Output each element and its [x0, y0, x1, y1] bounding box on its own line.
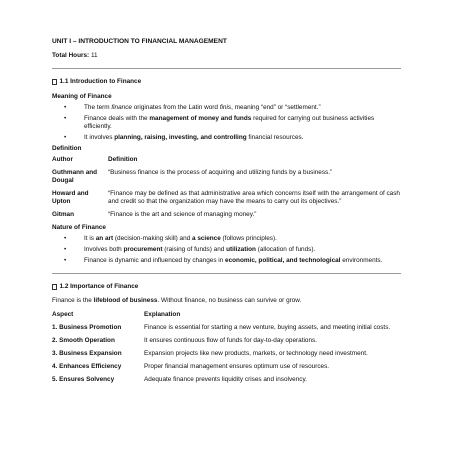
table-row: [52, 324, 401, 337]
italic-text: finis: [219, 104, 232, 112]
table-header-row: [52, 156, 401, 169]
section-1-title-text: 1.1 Introduction to Finance: [59, 78, 142, 86]
section-2-title-text: 1.2 Importance of Finance: [59, 283, 139, 291]
list-item: [52, 246, 401, 254]
nature-list: [52, 235, 401, 265]
unit-title: UNIT I – INTRODUCTION TO FINANCIAL MANAGEMENT: [52, 38, 227, 45]
definition-heading: Definition: [52, 145, 82, 153]
list-item: [52, 134, 401, 142]
bold-text: lifeblood of business: [93, 297, 158, 305]
table-row: [52, 169, 401, 190]
text: Finance is the: [52, 297, 94, 305]
checkbox-square-icon: [52, 79, 57, 85]
text: The term: [84, 104, 112, 112]
table-cell: 3. Business Expansion: [52, 350, 122, 358]
text: financial resources.: [246, 134, 304, 142]
text: . Without finance, no business can survive or grow.: [157, 297, 302, 305]
definition-table: [52, 156, 401, 224]
table-cell: “Finance may be defined as that administrative area which concerns itself with the arrangement of cash and credit so that the organization may have the means to carry out its objectives.”: [108, 190, 400, 206]
table-row: [52, 363, 401, 376]
list-item: [52, 104, 401, 112]
column-header: Definition: [108, 156, 138, 164]
table-cell: 5. Ensures Solvency: [52, 376, 115, 384]
bold-text: utilization: [226, 246, 256, 254]
table-header-row: [52, 311, 401, 324]
text: environments.: [340, 257, 383, 265]
text: (allocation of funds).: [255, 246, 316, 254]
bullet-icon: •: [64, 257, 67, 265]
table-cell: 1. Business Promotion: [52, 324, 122, 332]
bullet-icon: •: [64, 235, 67, 243]
column-header: Aspect: [52, 311, 74, 319]
section-1-title: [52, 78, 401, 86]
importance-intro: [52, 297, 401, 305]
table-cell: “Business finance is the process of acquiring and utilizing funds by a business.”: [108, 169, 333, 177]
meaning-heading: Meaning of Finance: [52, 93, 112, 101]
table-cell: Expansion projects like new products, markets, or technology need investment.: [144, 350, 368, 358]
italic-text: finance: [111, 104, 132, 112]
bold-text: a science: [191, 235, 221, 243]
bold-text: planning, raising, investing, and controlling: [114, 134, 247, 142]
meaning-list: [52, 104, 401, 142]
table-cell: 2. Smooth Operation: [52, 337, 115, 345]
checkbox-square-icon: [52, 284, 57, 290]
text: Finance is dynamic and influenced by changes in: [84, 257, 226, 265]
table-cell: Finance is essential for starting a new venture, buying assets, and meeting initial costs.: [144, 324, 391, 332]
total-hours-value: 11: [90, 52, 98, 60]
table-cell: 4. Enhances Efficiency: [52, 363, 122, 371]
bullet-icon: •: [64, 115, 67, 123]
table-row: [52, 190, 401, 211]
table-cell: Proper financial management ensures optimum use of resources.: [144, 363, 330, 371]
text: Finance deals with the: [84, 115, 150, 123]
section-2-title: [52, 283, 401, 291]
text: (decision-making skill) and: [113, 235, 192, 243]
text: (follows principles).: [220, 235, 277, 243]
divider: [52, 68, 401, 69]
table-row: [52, 337, 401, 350]
bold-text: management of money and funds: [149, 115, 252, 123]
nature-heading: Nature of Finance: [52, 224, 106, 232]
list-item: [52, 115, 401, 131]
bold-text: an art: [95, 235, 114, 243]
total-hours: [52, 52, 401, 60]
bold-text: economic, political, and technological: [225, 257, 341, 265]
text: It is: [84, 235, 96, 243]
table-cell: It ensures continuous flow of funds for day-to-day operations.: [144, 337, 317, 345]
total-hours-label: Total Hours:: [52, 52, 90, 60]
table-cell: Gitman: [52, 211, 75, 219]
divider: [52, 273, 401, 274]
column-header: Explanation: [144, 311, 181, 319]
text: It involves: [84, 134, 115, 142]
bullet-icon: •: [64, 104, 67, 112]
text: required for carrying out business activities efficiently.: [84, 115, 375, 131]
text: , meaning “end” or “settlement.”: [231, 104, 321, 112]
list-item: [52, 257, 401, 265]
table-cell: Howard and Upton: [52, 190, 89, 206]
table-row: [52, 211, 401, 224]
table-cell: “Finance is the art and science of managing money.”: [108, 211, 257, 219]
table-cell: Adequate finance prevents liquidity crises and insolvency.: [144, 376, 307, 384]
bullet-icon: •: [64, 246, 67, 254]
text: originates from the Latin word: [131, 104, 220, 112]
table-row: [52, 350, 401, 363]
text: (raising of funds) and: [162, 246, 227, 254]
table-row: [52, 376, 401, 389]
column-header: Author: [52, 156, 73, 164]
bullet-icon: •: [64, 134, 67, 142]
text: Involves both: [84, 246, 124, 254]
bold-text: procurement: [123, 246, 163, 254]
list-item: [52, 235, 401, 243]
importance-table: [52, 311, 401, 389]
table-cell: Guthmann and Dougal: [52, 169, 98, 185]
